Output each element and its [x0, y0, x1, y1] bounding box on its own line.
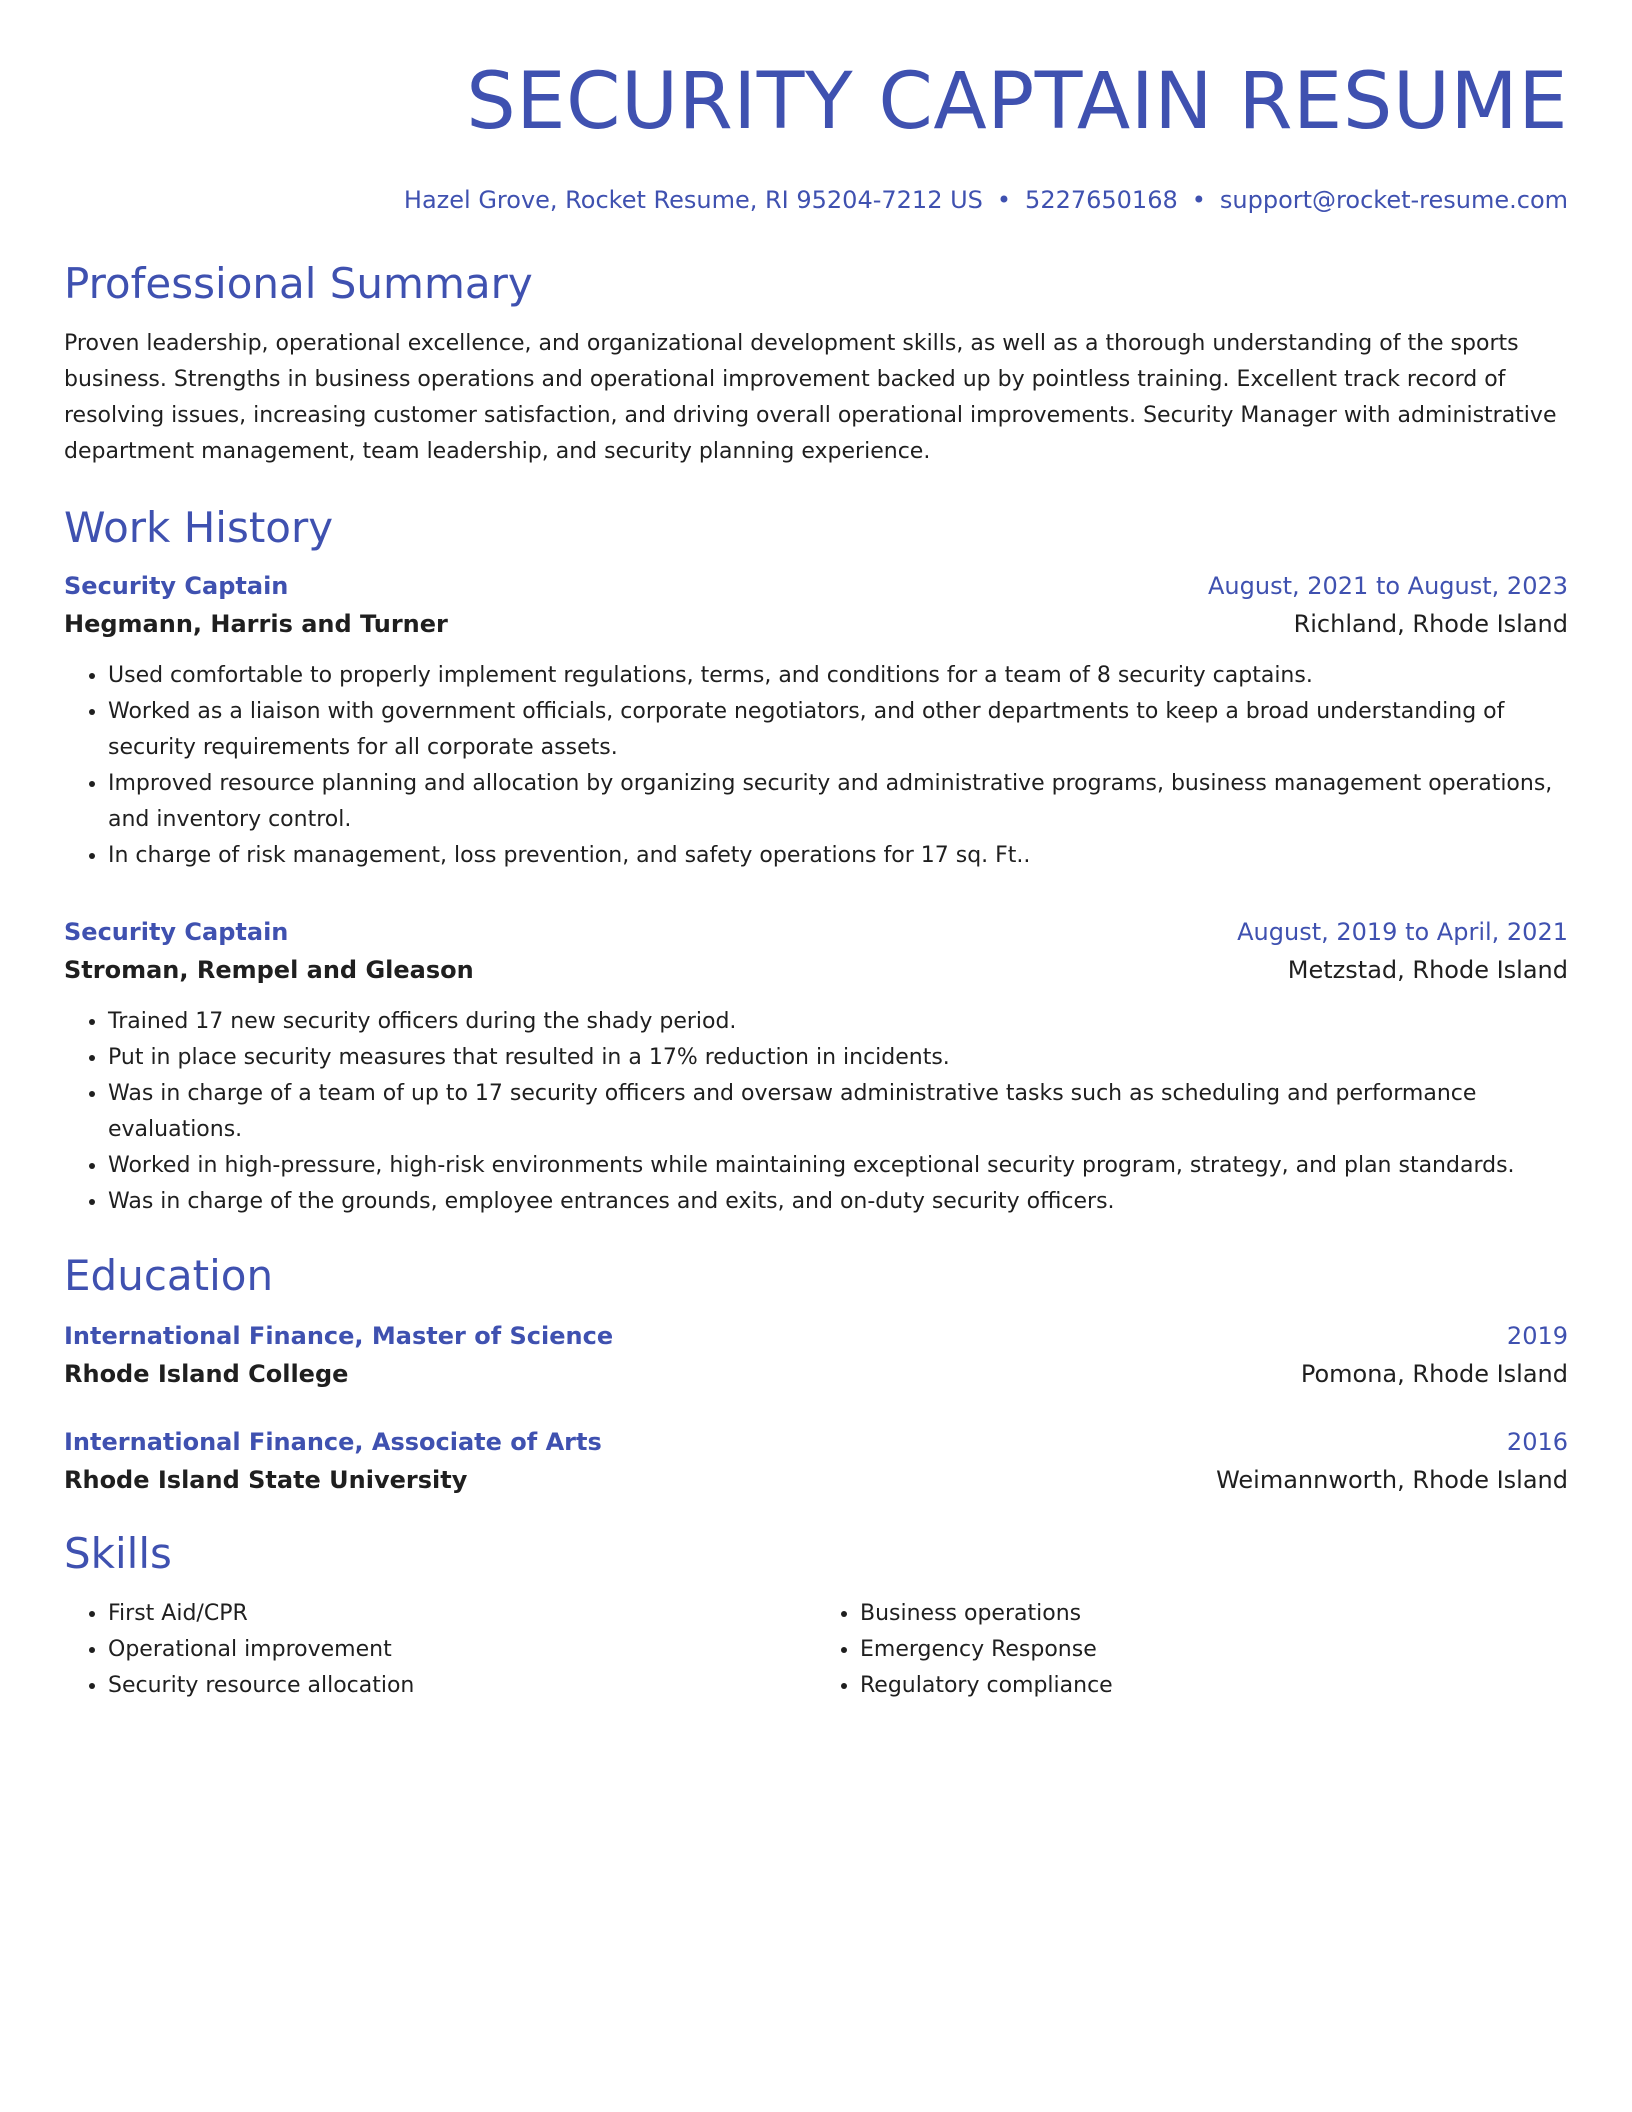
bullet-item: • Improved resource planning and allocation by organizing security and administrative programs, business management operations, and inventory control. — [108, 766, 1568, 838]
job-location: Metzstad, Rhode Island — [1287, 956, 1568, 984]
skill-item: • First Aid/CPR — [108, 1596, 816, 1632]
skills-column-left — [64, 1596, 816, 1704]
bullet-item: • Was in charge of a team of up to 17 security officers and oversaw administrative tasks such as scheduling and performance evaluations. — [108, 1076, 1568, 1148]
job-dates: August, 2019 to April, 2021 — [1237, 918, 1568, 946]
job-entry — [64, 914, 1568, 1220]
education-year: 2016 — [1506, 1428, 1568, 1456]
education-degree: International Finance, Master of Science — [64, 1322, 614, 1350]
skill-item: • Emergency Response — [860, 1632, 1568, 1668]
education-degree: International Finance, Associate of Arts — [64, 1428, 602, 1456]
bullet-item: • In charge of risk management, loss prevention, and safety operations for 17 sq. Ft.. — [108, 838, 1568, 874]
job-company: Hegmann, Harris and Turner — [64, 610, 448, 638]
education-entry — [64, 1318, 1568, 1394]
skill-item: • Regulatory compliance — [860, 1668, 1568, 1704]
contact-phone: 5227650168 — [1025, 186, 1178, 214]
contact-separator: • — [996, 186, 1012, 214]
skills-column-right — [816, 1596, 1568, 1704]
contact-address: Hazel Grove, Rocket Resume, RI 95204-7212 US — [403, 186, 983, 214]
contact-separator: • — [1191, 186, 1206, 214]
resume-title: SECURITY CAPTAIN RESUME — [466, 57, 1568, 147]
section-title-work: Work History — [64, 503, 334, 552]
skill-item: • Business operations — [860, 1596, 1568, 1632]
bullet-item: • Was in charge of the grounds, employee entrances and exits, and on-duty security officers. — [108, 1184, 1568, 1220]
job-title: Security Captain — [64, 918, 289, 946]
skills-grid — [64, 1596, 1568, 1704]
education-location: Weimannworth, Rhode Island — [1216, 1466, 1568, 1494]
education-location: Pomona, Rhode Island — [1300, 1360, 1568, 1388]
skill-item: • Operational improvement — [108, 1632, 816, 1668]
resume-header — [64, 50, 1568, 216]
bullet-item: • Trained 17 new security officers during the shady period. — [108, 1004, 1568, 1040]
job-dates: August, 2021 to August, 2023 — [1208, 572, 1568, 600]
education-school: Rhode Island State University — [64, 1466, 468, 1494]
job-title: Security Captain — [64, 572, 289, 600]
bullet-item: • Used comfortable to properly implement regulations, terms, and conditions for a team of 8 security captains. — [108, 658, 1568, 694]
summary-text: Proven leadership, operational excellence, and organizational development skills, as well as a thorough understanding of the sports business. Strengths in business operations and operational improvement backed up by pointless training. Excellent track record of resolving issues, increasing customer satisfaction, and driving overall operational improvements. Security Manager with administrative department management, team leadership, and security planning experience. — [64, 331, 1557, 464]
contact-email: support@rocket-resume.com — [1219, 186, 1568, 214]
bullet-item: • Worked in high-pressure, high-risk environments while maintaining exceptional security program, strategy, and plan standards. — [108, 1148, 1568, 1184]
job-bullets — [64, 1004, 1568, 1220]
education-school: Rhode Island College — [64, 1360, 349, 1388]
education-year: 2019 — [1506, 1322, 1568, 1350]
bullet-item: • Worked as a liaison with government officials, corporate negotiators, and other departments to keep a broad understanding of security requirements for all corporate assets. — [108, 694, 1568, 766]
job-company: Stroman, Rempel and Gleason — [64, 956, 474, 984]
section-title-skills: Skills — [64, 1529, 172, 1578]
skill-item: • Security resource allocation — [108, 1668, 816, 1704]
job-location: Richland, Rhode Island — [1293, 610, 1568, 638]
section-title-education: Education — [64, 1251, 274, 1300]
bullet-item: • Put in place security measures that resulted in a 17% reduction in incidents. — [108, 1040, 1568, 1076]
education-entry — [64, 1424, 1568, 1500]
contact-line — [64, 184, 1568, 216]
job-entry — [64, 568, 1568, 874]
section-title-summary: Professional Summary — [64, 259, 533, 308]
job-bullets — [64, 658, 1568, 874]
